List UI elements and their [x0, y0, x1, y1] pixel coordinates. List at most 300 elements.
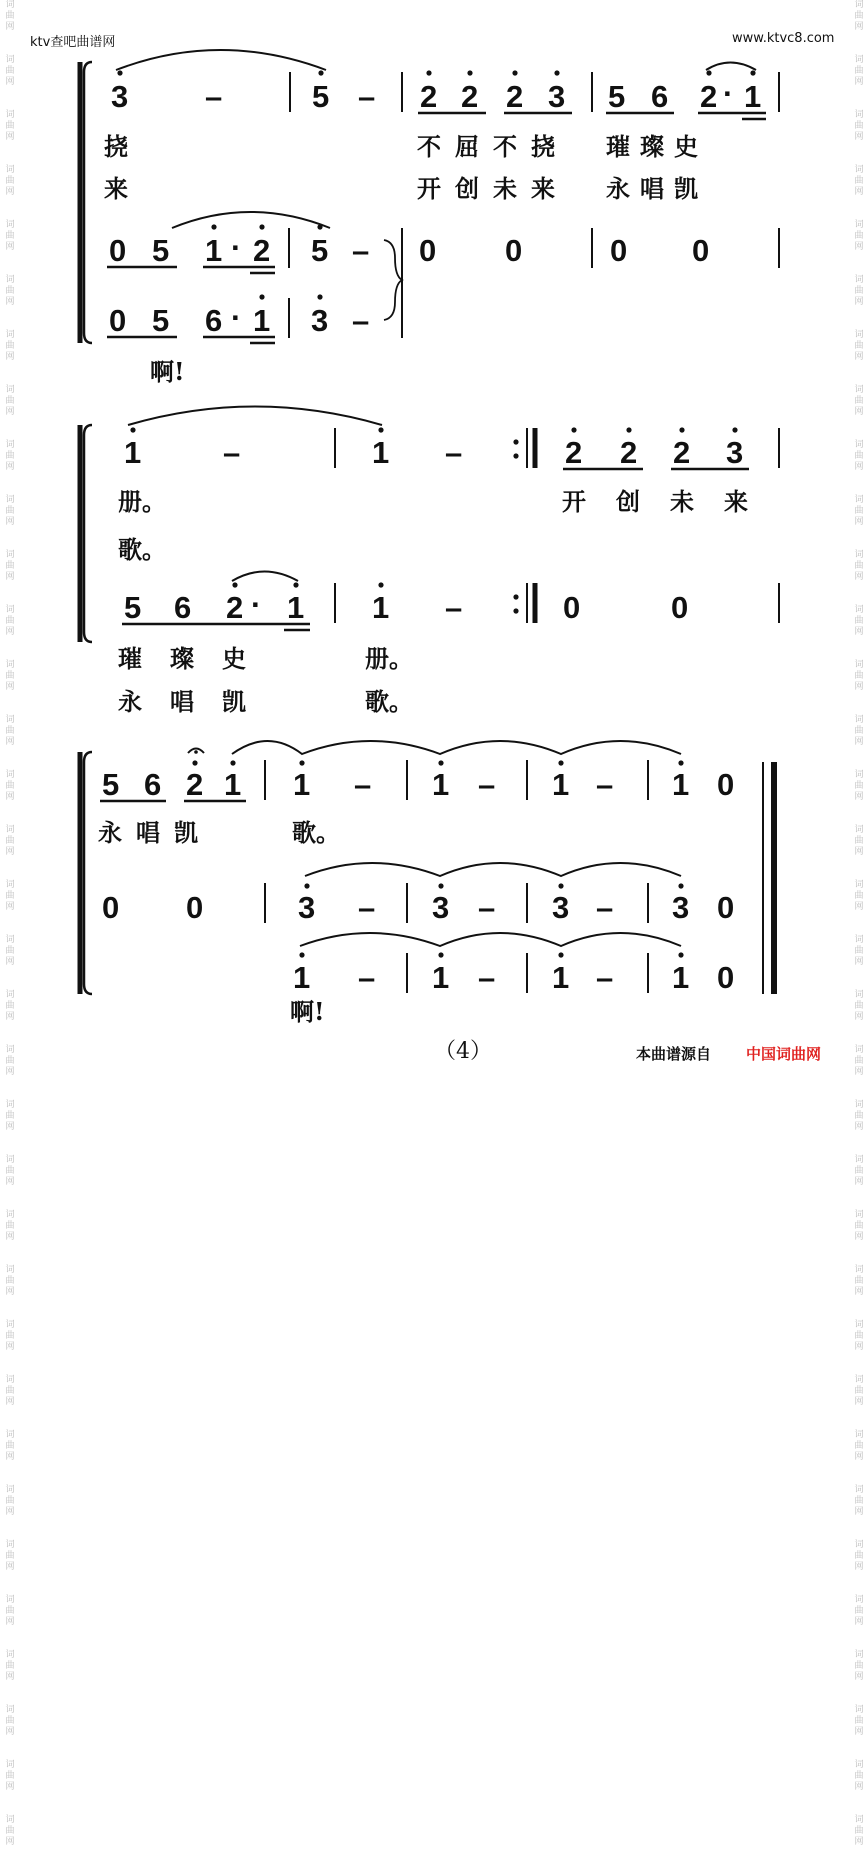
watermark-char: 曲 [854, 506, 864, 516]
watermark-char: 词 [5, 1760, 15, 1770]
watermark-char: 词 [854, 110, 864, 120]
s1v3-note: 5 [152, 303, 170, 338]
watermark-char: 网 [854, 682, 864, 692]
watermark-char: 曲 [854, 231, 864, 241]
watermark-char: 词 [5, 1815, 15, 1825]
watermark-char: 词 [5, 440, 15, 450]
watermark-char: 曲 [854, 1221, 864, 1231]
s1v3-dash: – [352, 303, 370, 338]
watermark-char: 网 [854, 1177, 864, 1187]
watermark-char: 词 [5, 1210, 15, 1220]
watermark-char: 网 [854, 1287, 864, 1297]
watermark-char: 曲 [854, 891, 864, 901]
s3v3-dash: – [358, 960, 376, 995]
watermark-char: 曲 [854, 396, 864, 406]
watermark-char: 词 [854, 1265, 864, 1275]
watermark-char: 词 [5, 880, 15, 890]
s1v3-note: 3 [311, 303, 329, 338]
watermark-char: 词 [854, 1540, 864, 1550]
watermark-char: 曲 [854, 1166, 864, 1176]
watermark-char: 词 [854, 1100, 864, 1110]
s1-interjection: 啊! [150, 357, 185, 386]
watermark-char: 曲 [854, 1551, 864, 1561]
watermark-char: 词 [854, 0, 864, 10]
watermark-char: 网 [854, 847, 864, 857]
watermark-char: 网 [5, 352, 15, 362]
watermark-char: 词 [5, 935, 15, 945]
watermark-char: 曲 [5, 286, 15, 296]
watermark-char: 曲 [854, 66, 864, 76]
watermark-char: 曲 [854, 781, 864, 791]
watermark-char: 曲 [5, 1551, 15, 1561]
s2v2-dash: – [445, 590, 463, 625]
watermark-char: 曲 [854, 341, 864, 351]
watermark-char: 曲 [854, 1056, 864, 1066]
watermark-char: 词 [854, 1595, 864, 1605]
watermark-char: 曲 [854, 1386, 864, 1396]
watermark-char: 网 [854, 22, 864, 32]
watermark-char: 网 [854, 957, 864, 967]
watermark-char: 曲 [854, 1331, 864, 1341]
watermark-char: 词 [5, 1540, 15, 1550]
watermark-char: 网 [854, 902, 864, 912]
s2-lyric-line4-seg: 永唱凯 [118, 687, 274, 716]
watermark-char: 词 [5, 1100, 15, 1110]
watermark-char: 词 [854, 1485, 864, 1495]
watermark-char: 词 [854, 880, 864, 890]
watermark-char: 网 [854, 1507, 864, 1517]
watermark-char: 词 [854, 660, 864, 670]
watermark-char: 词 [854, 385, 864, 395]
s3v1-note: 1 [552, 767, 570, 802]
s3v1-dash: – [596, 767, 614, 802]
s3-lyric-line1-seg: 永唱凯 [98, 818, 212, 847]
watermark-char: 曲 [854, 836, 864, 846]
watermark-char: 曲 [5, 1056, 15, 1066]
s1-lyric-line2-seg: 永唱凯 [606, 174, 708, 203]
page-number: （4） [434, 1039, 492, 1064]
s3v2-note: 3 [298, 890, 316, 925]
watermark-char: 曲 [854, 1606, 864, 1616]
watermark-char: 网 [854, 407, 864, 417]
s3v1-dash: – [478, 767, 496, 802]
watermark-char: 词 [854, 495, 864, 505]
watermark-char: 曲 [5, 671, 15, 681]
s1v1-dash: – [358, 79, 376, 114]
watermark-char: 曲 [854, 1276, 864, 1286]
watermark-char: 曲 [5, 616, 15, 626]
watermark-char: 词 [5, 220, 15, 230]
s3v3-note: 0 [717, 960, 735, 995]
watermark-char: 曲 [5, 1001, 15, 1011]
watermark-char: 词 [854, 935, 864, 945]
s3v2-note: 3 [432, 890, 450, 925]
watermark-char: 词 [854, 220, 864, 230]
watermark-char: 网 [5, 1012, 15, 1022]
watermark-char: 词 [854, 1375, 864, 1385]
watermark-char: 曲 [5, 396, 15, 406]
watermark-char: 曲 [5, 561, 15, 571]
s1v1-dash: – [205, 79, 223, 114]
s3-interjection: 啊! [290, 997, 325, 1026]
s2v1-note: 3 [726, 435, 744, 470]
watermark-char: 词 [854, 990, 864, 1000]
watermark-char: 网 [5, 1397, 15, 1407]
watermark-char: 网 [5, 572, 15, 582]
s1v2-note: 1 [205, 233, 223, 268]
watermark-char: 网 [854, 627, 864, 637]
s3v2-dash: – [596, 890, 614, 925]
watermark-char: 网 [5, 627, 15, 637]
watermark-char: 曲 [5, 1276, 15, 1286]
s2-lyric-line3-seg: 册。 [365, 644, 413, 673]
s3v3-note: 1 [293, 960, 311, 995]
watermark-char: 曲 [5, 506, 15, 516]
watermark-char: 网 [5, 1287, 15, 1297]
watermark-char: 曲 [5, 121, 15, 131]
watermark-char: 网 [5, 1452, 15, 1462]
watermark-char: 网 [5, 1837, 15, 1847]
watermark-char: 网 [854, 1782, 864, 1792]
header-left-site: ktv查吧曲谱网 [30, 35, 116, 50]
s2v1-note: 2 [565, 435, 583, 470]
watermark-char: 曲 [5, 1826, 15, 1836]
watermark-char: 词 [5, 55, 15, 65]
watermark-char: 词 [854, 1430, 864, 1440]
s2v2-note: 0 [671, 590, 689, 625]
s1v1-note: 5 [608, 79, 626, 114]
watermark-char: 曲 [5, 1606, 15, 1616]
watermark-char: 词 [5, 110, 15, 120]
watermark-char: 网 [5, 1562, 15, 1572]
watermark-char: 网 [5, 77, 15, 87]
watermark-char: 网 [854, 132, 864, 142]
s1v2-note: 0 [692, 233, 710, 268]
s1v3-dot: · [231, 300, 242, 335]
watermark-char: 曲 [854, 286, 864, 296]
watermark-char: 曲 [5, 946, 15, 956]
watermark-char: 网 [5, 407, 15, 417]
watermark-char: 网 [5, 957, 15, 967]
system-2 [80, 407, 779, 643]
watermark-char: 曲 [5, 1661, 15, 1671]
watermark-char: 网 [5, 1727, 15, 1737]
watermark-char: 曲 [854, 1716, 864, 1726]
watermark-char: 曲 [854, 726, 864, 736]
s3v1-note: 1 [432, 767, 450, 802]
header-right-site: www.ktvc8.com [732, 31, 835, 46]
watermark-char: 曲 [854, 561, 864, 571]
s1v1-note: 2 [700, 79, 718, 114]
watermark-char: 词 [854, 165, 864, 175]
s2v2-note: 6 [174, 590, 192, 625]
watermark-char: 曲 [854, 1771, 864, 1781]
watermark-char: 网 [5, 682, 15, 692]
watermark-char: 网 [5, 517, 15, 527]
watermark-char: 曲 [5, 836, 15, 846]
watermark-char: 网 [5, 242, 15, 252]
watermark-char: 词 [5, 605, 15, 615]
watermark-char: 词 [854, 1210, 864, 1220]
watermark-char: 词 [5, 1155, 15, 1165]
watermark-char: 词 [5, 1485, 15, 1495]
watermark-char: 网 [854, 1012, 864, 1022]
system2-brace [84, 425, 92, 642]
watermark-char: 词 [854, 605, 864, 615]
s1v1-note: 5 [312, 79, 330, 114]
s3v1-note: 1 [293, 767, 311, 802]
s2v2-note: 1 [287, 590, 305, 625]
watermark-char: 曲 [5, 1221, 15, 1231]
s2v1-note: 2 [620, 435, 638, 470]
watermark-char: 网 [854, 1232, 864, 1242]
watermark-char: 词 [854, 1815, 864, 1825]
watermark-char: 曲 [854, 1111, 864, 1121]
watermark-char: 曲 [854, 11, 864, 21]
watermark-char: 曲 [854, 1661, 864, 1671]
watermark-char: 词 [5, 660, 15, 670]
watermark-char: 曲 [5, 11, 15, 21]
s3v2-dash: – [358, 890, 376, 925]
s2-lyric-line1-seg: 册。 [118, 487, 166, 516]
watermark-char: 曲 [854, 671, 864, 681]
s3v2-note: 0 [186, 890, 204, 925]
watermark-char: 网 [5, 1782, 15, 1792]
watermark-char: 曲 [5, 1441, 15, 1451]
watermark-char: 曲 [5, 1716, 15, 1726]
watermark-char: 网 [854, 1067, 864, 1077]
s2v2-dot: · [251, 587, 262, 622]
s1v2-note: 0 [109, 233, 127, 268]
watermark-char: 曲 [854, 1496, 864, 1506]
s1v1-note: 3 [548, 79, 566, 114]
watermark-char: 网 [854, 792, 864, 802]
watermark-char: 词 [854, 1760, 864, 1770]
watermark-char: 词 [854, 1045, 864, 1055]
watermark-char: 词 [5, 1705, 15, 1715]
s1v1-dot: · [723, 76, 734, 111]
watermark-char: 词 [5, 165, 15, 175]
watermark-char: 词 [5, 550, 15, 560]
watermark-char: 网 [854, 737, 864, 747]
watermark-char: 网 [854, 1672, 864, 1682]
source-note: 本曲谱源自 [636, 1045, 712, 1063]
s3v2-note: 0 [717, 890, 735, 925]
watermark-char: 网 [5, 1177, 15, 1187]
watermark-char: 网 [5, 22, 15, 32]
s2v1-note: 1 [124, 435, 142, 470]
s3v1-note: 1 [224, 767, 242, 802]
watermark-char: 网 [5, 1617, 15, 1627]
s2v1-note: 2 [673, 435, 691, 470]
watermark-char: 曲 [5, 781, 15, 791]
s1v2-note: 5 [152, 233, 170, 268]
watermark-char: 词 [854, 1320, 864, 1330]
s3v1-note: 5 [102, 767, 120, 802]
s1v1-note: 2 [461, 79, 479, 114]
watermark-char: 词 [5, 770, 15, 780]
s3v3-note: 1 [552, 960, 570, 995]
s1-lyric-line2-seg: 来 [104, 174, 128, 203]
watermark-char: 曲 [854, 1001, 864, 1011]
s2v2-note: 5 [124, 590, 142, 625]
s1v2-note: 0 [505, 233, 523, 268]
watermark-char: 网 [854, 1397, 864, 1407]
watermark-char: 词 [5, 0, 15, 10]
watermark-char: 词 [5, 715, 15, 725]
watermark-char: 网 [854, 242, 864, 252]
watermark-char: 网 [854, 572, 864, 582]
watermark-char: 词 [854, 55, 864, 65]
source-brand: 中国词曲网 [746, 1045, 822, 1063]
s3v2-note: 0 [102, 890, 120, 925]
watermark-char: 网 [854, 1562, 864, 1572]
s3v3-note: 1 [432, 960, 450, 995]
watermark-char: 曲 [5, 1386, 15, 1396]
s1v1-note: 6 [651, 79, 669, 114]
s2-lyric-line2-seg: 歌。 [118, 535, 166, 564]
watermark-char: 网 [854, 1342, 864, 1352]
watermark-char: 曲 [854, 451, 864, 461]
s3v3-dash: – [596, 960, 614, 995]
system3-brace [84, 752, 92, 994]
watermark-char: 网 [854, 1617, 864, 1627]
watermark-char: 网 [5, 462, 15, 472]
s1v2-dot: · [231, 230, 242, 265]
s3v1-note: 6 [144, 767, 162, 802]
s3v3-dash: – [478, 960, 496, 995]
watermark-char: 网 [854, 517, 864, 527]
watermark-char: 网 [5, 847, 15, 857]
watermark-char: 网 [854, 77, 864, 87]
watermark-char: 词 [854, 825, 864, 835]
s1v1-note: 2 [420, 79, 438, 114]
s3v2-note: 3 [552, 890, 570, 925]
watermark-char: 曲 [5, 176, 15, 186]
watermark-char: 曲 [5, 66, 15, 76]
watermark-char: 曲 [5, 451, 15, 461]
watermark-char: 网 [854, 1837, 864, 1847]
watermark-char: 曲 [854, 946, 864, 956]
watermark-char: 词 [854, 1705, 864, 1715]
watermark-char: 网 [5, 132, 15, 142]
watermark-char: 网 [5, 187, 15, 197]
watermark-char: 网 [5, 297, 15, 307]
watermark-char: 网 [5, 737, 15, 747]
watermark-char: 网 [854, 187, 864, 197]
s1-lyric-line1-seg: 璀璨史 [606, 132, 708, 161]
s1v2-note: 2 [253, 233, 271, 268]
watermark-char: 网 [5, 1232, 15, 1242]
s2-lyric-line4-seg: 歌。 [365, 687, 413, 716]
s2v2-note: 1 [372, 590, 390, 625]
watermark-char: 网 [854, 352, 864, 362]
watermark-char: 曲 [5, 341, 15, 351]
system-3 [80, 741, 774, 995]
s1v1-note: 2 [506, 79, 524, 114]
s3v1-dash: – [354, 767, 372, 802]
s1v2-dash: – [352, 233, 370, 268]
s3v2-note: 3 [672, 890, 690, 925]
watermark-char: 词 [854, 550, 864, 560]
watermark-char: 词 [854, 715, 864, 725]
s3-lyric-line1-seg: 歌。 [292, 818, 340, 847]
watermark-char: 曲 [5, 1331, 15, 1341]
s1v2-note: 0 [419, 233, 437, 268]
watermark-char: 曲 [5, 1496, 15, 1506]
watermark-char: 词 [5, 1320, 15, 1330]
s1v2-note: 0 [610, 233, 628, 268]
s2v1-dash: – [445, 435, 463, 470]
watermark-char: 曲 [5, 726, 15, 736]
watermark-char: 网 [5, 1122, 15, 1132]
watermark-char: 网 [5, 792, 15, 802]
watermark-char: 词 [5, 1430, 15, 1440]
s3v1-note: 0 [717, 767, 735, 802]
watermark-char: 网 [854, 1452, 864, 1462]
s1-lyric-line1-seg: 不屈不挠 [417, 132, 569, 161]
watermark-char: 曲 [854, 176, 864, 186]
watermark-char: 词 [5, 825, 15, 835]
s1-lyric-line1-seg: 挠 [104, 132, 128, 161]
s2v1-note: 1 [372, 435, 390, 470]
watermark-char: 词 [5, 990, 15, 1000]
watermark-char: 词 [5, 495, 15, 505]
watermark-char: 词 [5, 1595, 15, 1605]
watermark-char: 曲 [854, 616, 864, 626]
s3v1-note: 2 [186, 767, 204, 802]
s2v2-note: 2 [226, 590, 244, 625]
watermark-char: 网 [5, 1342, 15, 1352]
watermark-char: 词 [5, 1045, 15, 1055]
watermark-char: 曲 [854, 121, 864, 131]
watermark-char: 词 [5, 1650, 15, 1660]
watermark-char: 曲 [5, 1166, 15, 1176]
s1-lyric-line2-seg: 开创未来 [417, 174, 569, 203]
watermark-char: 词 [5, 1375, 15, 1385]
s1v2-note: 5 [311, 233, 329, 268]
s2-lyric-line1-seg: 开创未来 [562, 487, 778, 516]
watermark-char: 词 [854, 1650, 864, 1660]
system1-brace [84, 62, 92, 343]
watermark-char: 网 [854, 1122, 864, 1132]
watermark-char: 网 [854, 297, 864, 307]
watermark-char: 曲 [854, 1441, 864, 1451]
s2v2-note: 0 [563, 590, 581, 625]
watermark-char: 曲 [5, 1111, 15, 1121]
watermark-char: 词 [5, 330, 15, 340]
watermark-char: 词 [5, 1265, 15, 1275]
s3v1-note: 1 [672, 767, 690, 802]
s1v1-note: 3 [111, 79, 129, 114]
watermark-char: 词 [5, 275, 15, 285]
watermark-char: 网 [5, 1507, 15, 1517]
watermark-char: 网 [5, 1067, 15, 1077]
s1v3-note: 6 [205, 303, 223, 338]
s2-lyric-line3-seg: 璀璨史 [118, 644, 274, 673]
watermark-char: 曲 [5, 231, 15, 241]
watermark-char: 词 [854, 770, 864, 780]
watermark-char: 网 [5, 1672, 15, 1682]
watermark-char: 网 [854, 1727, 864, 1737]
s1v1-note: 1 [744, 79, 762, 114]
watermark-char: 词 [854, 330, 864, 340]
s1v3-note: 0 [109, 303, 127, 338]
s1v3-note: 1 [253, 303, 271, 338]
watermark-char: 曲 [854, 1826, 864, 1836]
s3v3-note: 1 [672, 960, 690, 995]
watermark-char: 曲 [5, 1771, 15, 1781]
